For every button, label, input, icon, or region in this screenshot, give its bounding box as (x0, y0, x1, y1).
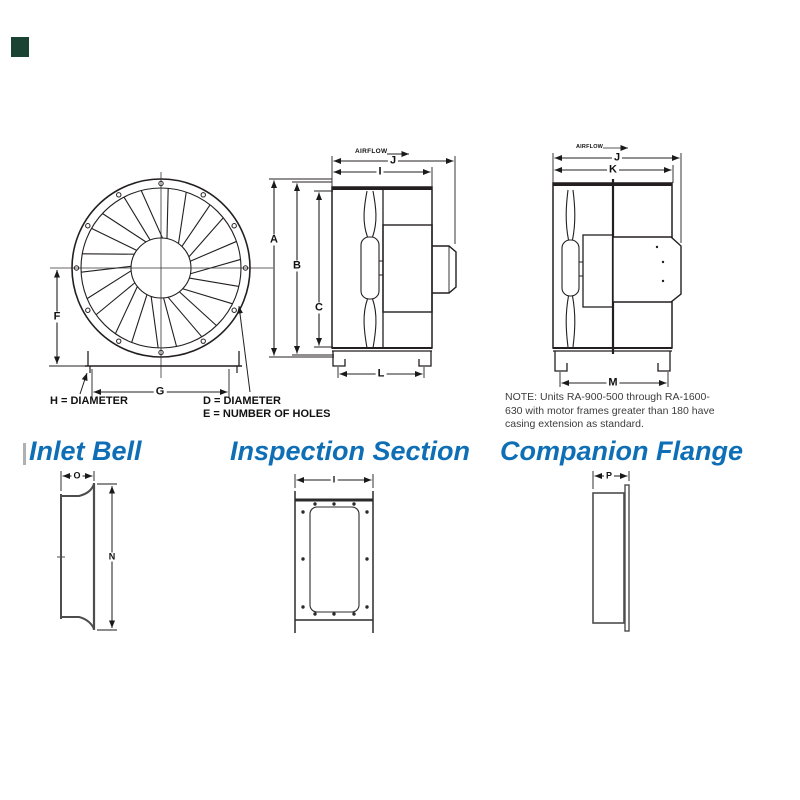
dim-b: B (293, 259, 301, 272)
dim-c: C (315, 301, 323, 314)
inlet-bell-drawing (57, 471, 117, 630)
inspection-section-drawing (295, 474, 373, 633)
section-title-companion-flange: Companion Flange (500, 436, 743, 466)
airflow-label-extended: AIRFLOW (576, 144, 604, 150)
legend-d-diameter: D = DIAMETER (203, 395, 281, 407)
section-title-inspection-section: Inspection Section (230, 436, 471, 466)
dim-m: M (608, 376, 618, 389)
dim-g: G (155, 385, 165, 398)
legend-h-diameter: H = DIAMETER (50, 395, 128, 407)
dim-l: L (377, 367, 385, 380)
dim-f: F (53, 310, 61, 323)
legend-e-holes: E = NUMBER OF HOLES (203, 408, 331, 420)
dim-j-standard: J (389, 154, 397, 167)
airflow-label-standard: AIRFLOW (355, 148, 388, 155)
side-view-extended-drawing (553, 148, 681, 387)
dim-n: N (108, 551, 116, 562)
dim-p: P (605, 470, 613, 481)
fan-front-view-drawing (49, 172, 273, 397)
header-accent-bar (23, 443, 26, 465)
dim-o: O (73, 470, 81, 481)
section-title-inlet-bell: Inlet Bell (29, 436, 142, 466)
dim-i-standard: I (378, 165, 382, 178)
dim-a: A (270, 233, 278, 246)
casing-extension-note: NOTE: Units RA-900-500 through RA-1600-630 with motor frames greater than 180 have casing extension as standard. (505, 391, 715, 430)
dim-j-extended: J (613, 151, 621, 164)
dim-i-inspection: I (332, 474, 336, 485)
companion-flange-drawing (593, 471, 629, 631)
dim-k: K (609, 163, 617, 176)
